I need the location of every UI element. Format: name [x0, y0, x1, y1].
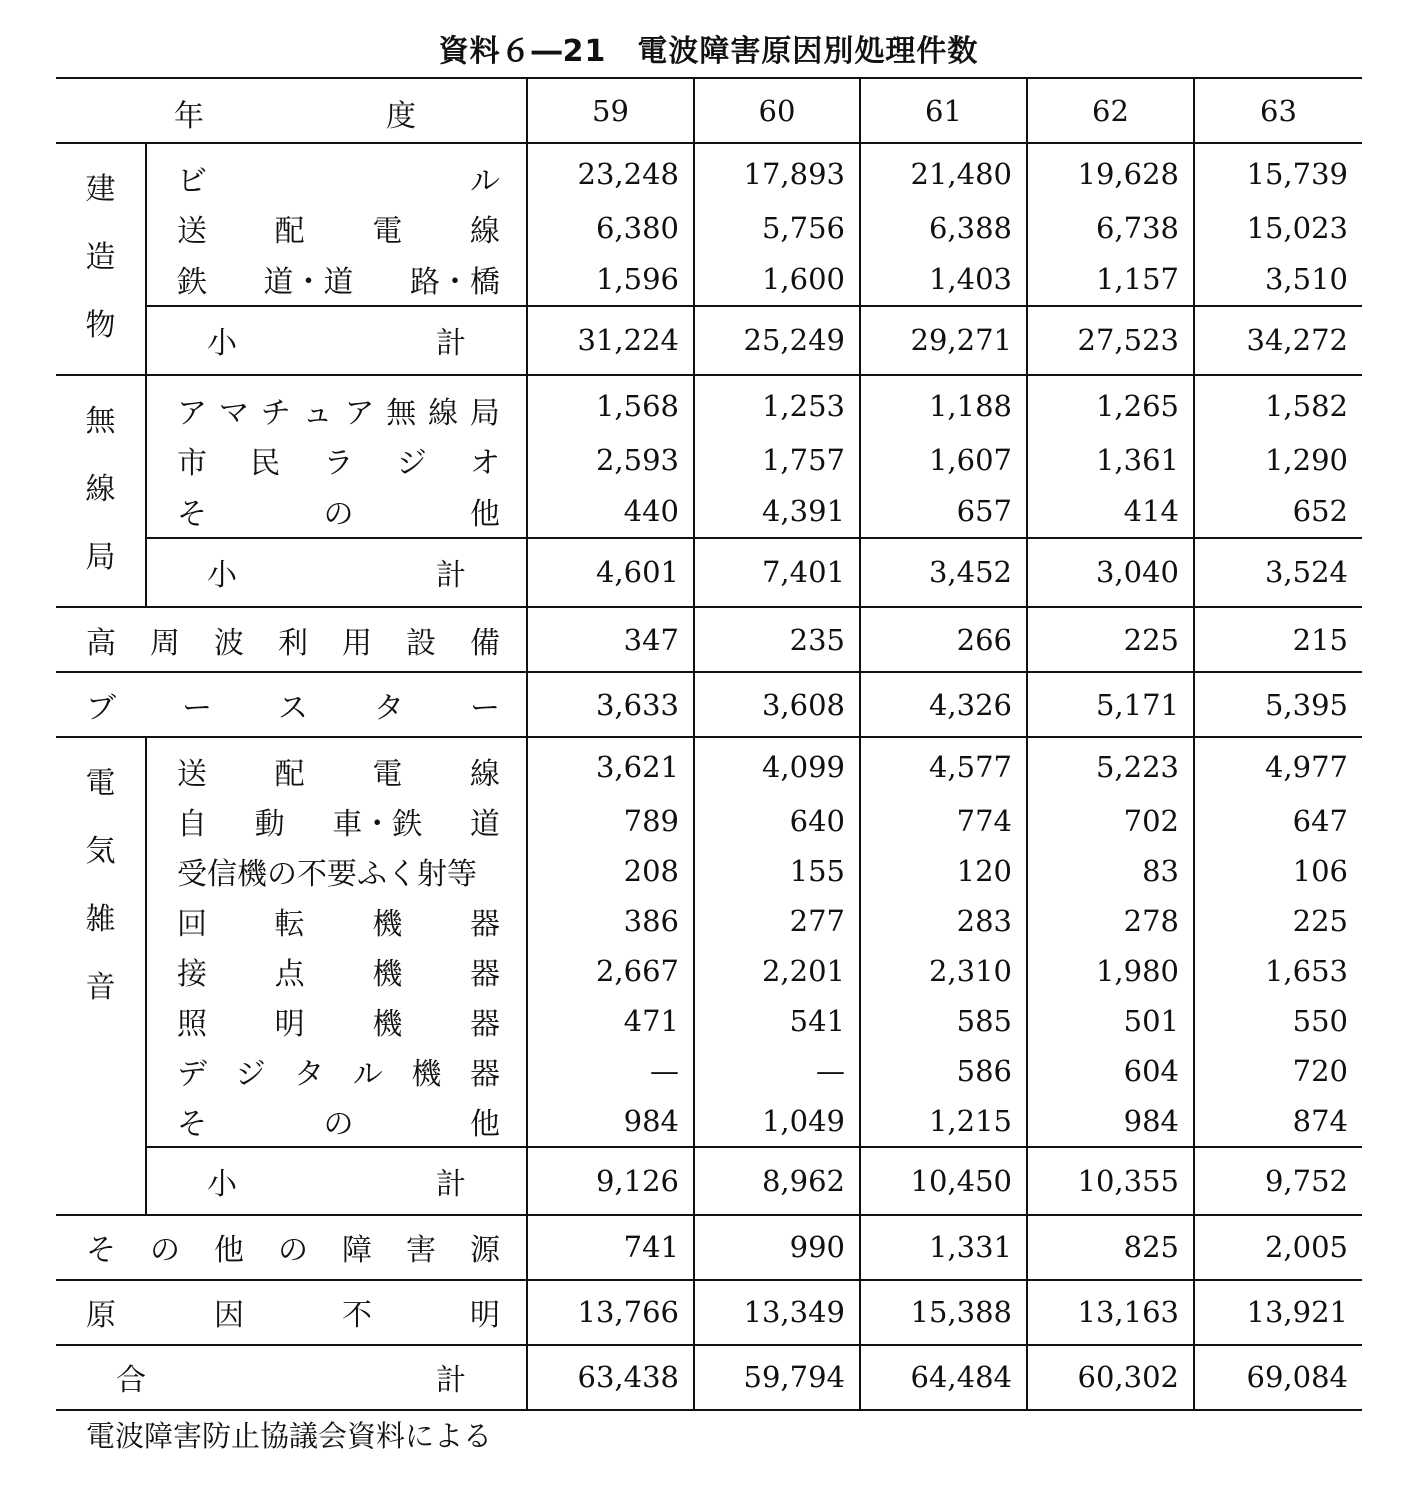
value-cell: 63,438 — [527, 1345, 694, 1410]
table-row — [56, 946, 1362, 996]
row-label-char: ジ — [235, 1056, 266, 1092]
row-label-char: ア — [177, 395, 207, 431]
row-label-char: ブ — [86, 690, 116, 726]
value-cell: 647 — [1194, 796, 1362, 846]
value-cell: 15,388 — [860, 1280, 1027, 1345]
row-label-char: ー — [470, 690, 500, 726]
value-cell: 541 — [694, 996, 860, 1046]
row-label-char: 送 — [177, 214, 207, 250]
row-label — [56, 618, 526, 662]
row-label-char: 接 — [177, 956, 207, 992]
row-label-char: 原 — [86, 1298, 116, 1333]
row-label-char: 他 — [470, 1106, 500, 1142]
value-cell: 106 — [1194, 846, 1362, 896]
value-cell: 277 — [694, 896, 860, 946]
value-cell: 741 — [527, 1215, 694, 1280]
row-label-char: オ — [470, 446, 500, 482]
subtotal-row — [56, 1147, 1362, 1215]
row-label — [147, 1049, 526, 1093]
value-cell: 1,361 — [1027, 435, 1194, 486]
row-label-char: 計 — [436, 558, 466, 594]
row-label-char: 送 — [177, 756, 207, 792]
row-label — [147, 799, 526, 843]
row-label — [56, 1225, 526, 1269]
row-label-cell — [146, 796, 527, 846]
row-label-char: 回 — [177, 906, 207, 942]
row-label-char: 点 — [274, 956, 305, 992]
row-label-char: 電 — [372, 214, 403, 250]
value-cell: 3,633 — [527, 672, 694, 737]
value-cell: 4,577 — [860, 737, 1027, 796]
row-label-char: 道・道 — [263, 265, 354, 301]
row-label — [147, 550, 526, 594]
value-cell: 6,388 — [860, 203, 1027, 254]
group-label-char: 電 — [85, 766, 116, 801]
table-row — [56, 1096, 1362, 1147]
value-cell: 8,962 — [694, 1147, 860, 1215]
row-label-char: タ — [374, 690, 404, 726]
value-cell: 4,391 — [694, 486, 860, 538]
value-cell: 6,738 — [1027, 203, 1194, 254]
value-cell: 155 — [694, 846, 860, 896]
row-label — [147, 1159, 526, 1203]
value-cell: 4,977 — [1194, 737, 1362, 796]
row-label-char: 他 — [470, 497, 500, 533]
value-cell: 64,484 — [860, 1345, 1027, 1410]
value-cell: 120 — [860, 846, 1027, 896]
row-label-char: 高 — [86, 625, 116, 661]
row-label-cell — [146, 375, 527, 435]
row-label-char: 自 — [177, 806, 207, 842]
row-label-char: 利 — [278, 625, 308, 661]
value-cell: 3,524 — [1194, 538, 1362, 607]
row-label-char: 源 — [470, 1233, 500, 1268]
row-label-cell — [56, 607, 527, 672]
row-label-char: そ — [177, 497, 207, 533]
value-cell: 7,401 — [694, 538, 860, 607]
row-label-cell — [56, 1345, 527, 1410]
row-label-cell — [146, 538, 527, 607]
value-cell: 440 — [527, 486, 694, 538]
row-label-char: 鉄 — [177, 265, 207, 301]
value-cell: 13,163 — [1027, 1280, 1194, 1345]
row-label-char: 器 — [469, 1006, 500, 1042]
row-label-cell — [146, 1096, 527, 1147]
row-label-char: チ — [260, 395, 291, 431]
row-label-char: デ — [177, 1056, 207, 1092]
row-label — [147, 849, 526, 893]
value-cell: 1,980 — [1027, 946, 1194, 996]
table-row — [56, 254, 1362, 306]
value-cell: 550 — [1194, 996, 1362, 1046]
value-cell: 640 — [694, 796, 860, 846]
group-label-cell — [56, 143, 146, 375]
row-label-char: 計 — [436, 1166, 466, 1202]
row-label-char: 明 — [274, 1006, 305, 1042]
value-cell: 225 — [1194, 896, 1362, 946]
table-row — [56, 203, 1362, 254]
value-cell: 1,653 — [1194, 946, 1362, 996]
value-cell: 789 — [527, 796, 694, 846]
header-year: 62 — [1027, 78, 1194, 143]
row-label-cell — [146, 143, 527, 203]
value-cell: 235 — [694, 607, 860, 672]
table-row — [56, 996, 1362, 1046]
group-label-char: 線 — [85, 472, 116, 507]
row-label-char: 転 — [274, 906, 305, 942]
row-label-char: 配 — [274, 756, 305, 792]
header-label-degree: 度 — [386, 99, 416, 134]
value-cell: 774 — [860, 796, 1027, 846]
value-cell: 4,099 — [694, 737, 860, 796]
row-label-char: 機 — [372, 1006, 403, 1042]
row-label-cell — [146, 946, 527, 996]
value-cell: 2,005 — [1194, 1215, 1362, 1280]
value-cell: 21,480 — [860, 143, 1027, 203]
value-cell: 6,380 — [527, 203, 694, 254]
value-cell: 1,157 — [1027, 254, 1194, 306]
value-cell: 60,302 — [1027, 1345, 1194, 1410]
table-row — [56, 375, 1362, 435]
row-label-char: 周 — [150, 625, 180, 661]
row-label-char: 合 — [116, 1363, 146, 1398]
value-cell: 15,023 — [1194, 203, 1362, 254]
value-cell: 266 — [860, 607, 1027, 672]
row-label-char: ビ — [177, 163, 207, 199]
source-note: 電波障害防止協議会資料による — [86, 1419, 493, 1453]
row-label-char: 小 — [207, 1166, 237, 1202]
value-cell: 208 — [527, 846, 694, 896]
group-label-char: 造 — [85, 240, 116, 275]
value-cell: 2,310 — [860, 946, 1027, 996]
row-label-char: 線 — [428, 395, 459, 431]
row-label — [147, 318, 526, 362]
table-row — [56, 1345, 1362, 1410]
group-label-cell — [56, 737, 146, 1215]
interference-table — [56, 77, 1362, 1411]
row-label — [56, 683, 526, 727]
value-cell: 586 — [860, 1046, 1027, 1096]
value-cell: 15,739 — [1194, 143, 1362, 203]
row-label-char: 機 — [411, 1056, 442, 1092]
group-label-char: 無 — [85, 404, 116, 439]
value-cell: 9,752 — [1194, 1147, 1362, 1215]
row-label-char: 波 — [214, 625, 244, 661]
value-cell: 1,215 — [860, 1096, 1027, 1147]
row-label-cell — [56, 672, 527, 737]
row-label-char: マ — [218, 395, 249, 431]
value-cell: 3,621 — [527, 737, 694, 796]
value-cell: 31,224 — [527, 306, 694, 375]
table-row — [56, 896, 1362, 946]
row-label — [147, 999, 526, 1043]
header-label-year: 年 — [174, 99, 204, 134]
row-label-char: 計 — [436, 326, 466, 362]
row-label-char: ュ — [302, 395, 333, 431]
value-cell: 1,049 — [694, 1096, 860, 1147]
table-row — [56, 672, 1362, 737]
value-cell: 5,223 — [1027, 737, 1194, 796]
row-label-char: 機 — [372, 906, 403, 942]
value-cell: 283 — [860, 896, 1027, 946]
row-label-char: 器 — [469, 956, 500, 992]
row-label-char: 器 — [469, 906, 500, 942]
value-cell: 25,249 — [694, 306, 860, 375]
row-label-cell — [146, 737, 527, 796]
row-label-char: の — [278, 1233, 308, 1268]
group-label-char: 雑 — [85, 902, 116, 937]
value-cell: 9,126 — [527, 1147, 694, 1215]
value-cell: 874 — [1194, 1096, 1362, 1147]
table-row — [56, 846, 1362, 896]
value-cell: 3,452 — [860, 538, 1027, 607]
group-label-char: 物 — [85, 308, 116, 343]
value-cell: 1,596 — [527, 254, 694, 306]
row-label — [147, 489, 526, 533]
row-label-char: 道 — [469, 806, 500, 842]
value-cell: 585 — [860, 996, 1027, 1046]
row-label-cell — [56, 1215, 527, 1280]
row-label-char: 線 — [469, 756, 500, 792]
value-cell: 652 — [1194, 486, 1362, 538]
value-cell: 1,757 — [694, 435, 860, 486]
row-label-char: ル — [352, 1056, 383, 1092]
value-cell: 4,601 — [527, 538, 694, 607]
row-label-char: そ — [177, 1106, 207, 1142]
row-label-char: 機 — [372, 956, 403, 992]
value-cell: 657 — [860, 486, 1027, 538]
value-cell: 471 — [527, 996, 694, 1046]
row-label-char: ス — [278, 690, 308, 726]
value-cell: 1,188 — [860, 375, 1027, 435]
value-cell: — — [527, 1046, 694, 1096]
row-label-char: 動 — [254, 806, 285, 842]
header-year: 63 — [1194, 78, 1362, 143]
row-label-char: 無 — [386, 395, 417, 431]
row-label-char: 障 — [342, 1233, 372, 1268]
value-cell: 501 — [1027, 996, 1194, 1046]
group-label-char: 局 — [85, 540, 116, 575]
value-cell: 1,607 — [860, 435, 1027, 486]
row-label-cell — [146, 846, 527, 896]
value-cell: 13,349 — [694, 1280, 860, 1345]
value-cell: 13,921 — [1194, 1280, 1362, 1345]
value-cell: 984 — [527, 1096, 694, 1147]
row-label-cell — [146, 996, 527, 1046]
row-label-char: 他 — [214, 1233, 244, 1268]
row-label-char: 受信機の不要ふく射等 — [177, 856, 477, 892]
row-label-char: そ — [86, 1233, 116, 1268]
value-cell: 1,582 — [1194, 375, 1362, 435]
page-title: 資料６―21 電波障害原因別処理件数 — [438, 34, 979, 69]
value-cell: 347 — [527, 607, 694, 672]
row-label-char: 電 — [372, 756, 403, 792]
table-row — [56, 143, 1362, 203]
row-label-char: ー — [182, 690, 212, 726]
row-label-char: の — [323, 497, 354, 533]
table-row — [56, 607, 1362, 672]
value-cell: 34,272 — [1194, 306, 1362, 375]
table-body — [56, 78, 1362, 1410]
row-label-cell — [56, 1280, 527, 1345]
row-label — [147, 1099, 526, 1143]
table-row — [56, 1215, 1362, 1280]
row-label — [56, 1290, 526, 1334]
row-label-char: 不 — [342, 1298, 372, 1333]
value-cell: 29,271 — [860, 306, 1027, 375]
row-label-char: 因 — [214, 1298, 244, 1333]
table-row — [56, 486, 1362, 538]
value-cell: 13,766 — [527, 1280, 694, 1345]
subtotal-row — [56, 538, 1362, 607]
value-cell: 1,403 — [860, 254, 1027, 306]
value-cell: 17,893 — [694, 143, 860, 203]
value-cell: 19,628 — [1027, 143, 1194, 203]
value-cell: 278 — [1027, 896, 1194, 946]
row-label — [147, 257, 526, 301]
value-cell: 604 — [1027, 1046, 1194, 1096]
value-cell: 720 — [1194, 1046, 1362, 1096]
value-cell: 59,794 — [694, 1345, 860, 1410]
value-cell: 3,510 — [1194, 254, 1362, 306]
row-label-char: ジ — [396, 446, 427, 482]
row-label-char: 用 — [342, 625, 372, 661]
header-label-cell — [56, 78, 527, 143]
table-row — [56, 1280, 1362, 1345]
row-label-char: 局 — [469, 395, 500, 431]
row-label — [147, 156, 526, 200]
row-label-char: タ — [294, 1056, 325, 1092]
row-label-char: 配 — [274, 214, 305, 250]
value-cell: 10,450 — [860, 1147, 1027, 1215]
row-label — [147, 949, 526, 993]
group-label-char: 気 — [85, 834, 116, 869]
row-label-char: 照 — [177, 1006, 207, 1042]
row-label-char: 害 — [406, 1233, 436, 1268]
row-label — [147, 388, 526, 432]
row-label-char: 路・橋 — [410, 265, 500, 301]
value-cell: 1,290 — [1194, 435, 1362, 486]
row-label-char: 車・鉄 — [332, 806, 423, 842]
header-year: 60 — [694, 78, 860, 143]
value-cell: 1,331 — [860, 1215, 1027, 1280]
value-cell: 1,568 — [527, 375, 694, 435]
row-label-char: 線 — [469, 214, 500, 250]
row-label-char: 市 — [177, 446, 207, 482]
value-cell: 3,040 — [1027, 538, 1194, 607]
row-label-char: 器 — [469, 1056, 500, 1092]
row-label-char: ル — [470, 163, 500, 199]
row-label-cell — [146, 203, 527, 254]
value-cell: 984 — [1027, 1096, 1194, 1147]
group-label-cell — [56, 375, 146, 607]
row-label-char: 備 — [470, 625, 500, 661]
row-label-char: 明 — [470, 1298, 500, 1333]
row-label-char: の — [150, 1233, 180, 1268]
group-label-char: 建 — [85, 172, 116, 207]
table-row — [56, 796, 1362, 846]
row-label-cell — [146, 306, 527, 375]
row-label-cell — [146, 486, 527, 538]
value-cell: 2,667 — [527, 946, 694, 996]
row-label-cell — [146, 254, 527, 306]
row-label-char: ラ — [323, 446, 354, 482]
row-label-char: 小 — [207, 558, 237, 594]
value-cell: 2,201 — [694, 946, 860, 996]
header-year: 59 — [527, 78, 694, 143]
row-label — [147, 749, 526, 793]
value-cell: 5,171 — [1027, 672, 1194, 737]
value-cell: 1,253 — [694, 375, 860, 435]
value-cell: 990 — [694, 1215, 860, 1280]
row-label-char: 民 — [250, 446, 281, 482]
table-row — [56, 435, 1362, 486]
value-cell: 825 — [1027, 1215, 1194, 1280]
value-cell: — — [694, 1046, 860, 1096]
row-label-cell — [146, 1147, 527, 1215]
row-label-cell — [146, 1046, 527, 1096]
value-cell: 702 — [1027, 796, 1194, 846]
value-cell: 3,608 — [694, 672, 860, 737]
header-row — [56, 78, 1362, 143]
row-label — [147, 206, 526, 250]
subtotal-row — [56, 306, 1362, 375]
row-label-char: 設 — [406, 625, 436, 661]
row-label — [147, 438, 526, 482]
value-cell: 225 — [1027, 607, 1194, 672]
value-cell: 5,395 — [1194, 672, 1362, 737]
value-cell: 27,523 — [1027, 306, 1194, 375]
value-cell: 386 — [527, 896, 694, 946]
value-cell: 23,248 — [527, 143, 694, 203]
group-label-char: 音 — [85, 970, 116, 1005]
row-label — [56, 1355, 526, 1399]
row-label-char: 計 — [436, 1363, 466, 1398]
value-cell: 1,265 — [1027, 375, 1194, 435]
value-cell: 69,084 — [1194, 1345, 1362, 1410]
row-label-char: ア — [344, 395, 375, 431]
value-cell: 1,600 — [694, 254, 860, 306]
row-label-char: の — [323, 1106, 354, 1142]
table-row — [56, 1046, 1362, 1096]
value-cell: 215 — [1194, 607, 1362, 672]
header-year: 61 — [860, 78, 1027, 143]
row-label-cell — [146, 896, 527, 946]
value-cell: 5,756 — [694, 203, 860, 254]
row-label-char: 小 — [207, 326, 237, 362]
value-cell: 10,355 — [1027, 1147, 1194, 1215]
value-cell: 83 — [1027, 846, 1194, 896]
row-label-cell — [146, 435, 527, 486]
value-cell: 414 — [1027, 486, 1194, 538]
table-row — [56, 737, 1362, 796]
value-cell: 2,593 — [527, 435, 694, 486]
row-label — [147, 899, 526, 943]
value-cell: 4,326 — [860, 672, 1027, 737]
